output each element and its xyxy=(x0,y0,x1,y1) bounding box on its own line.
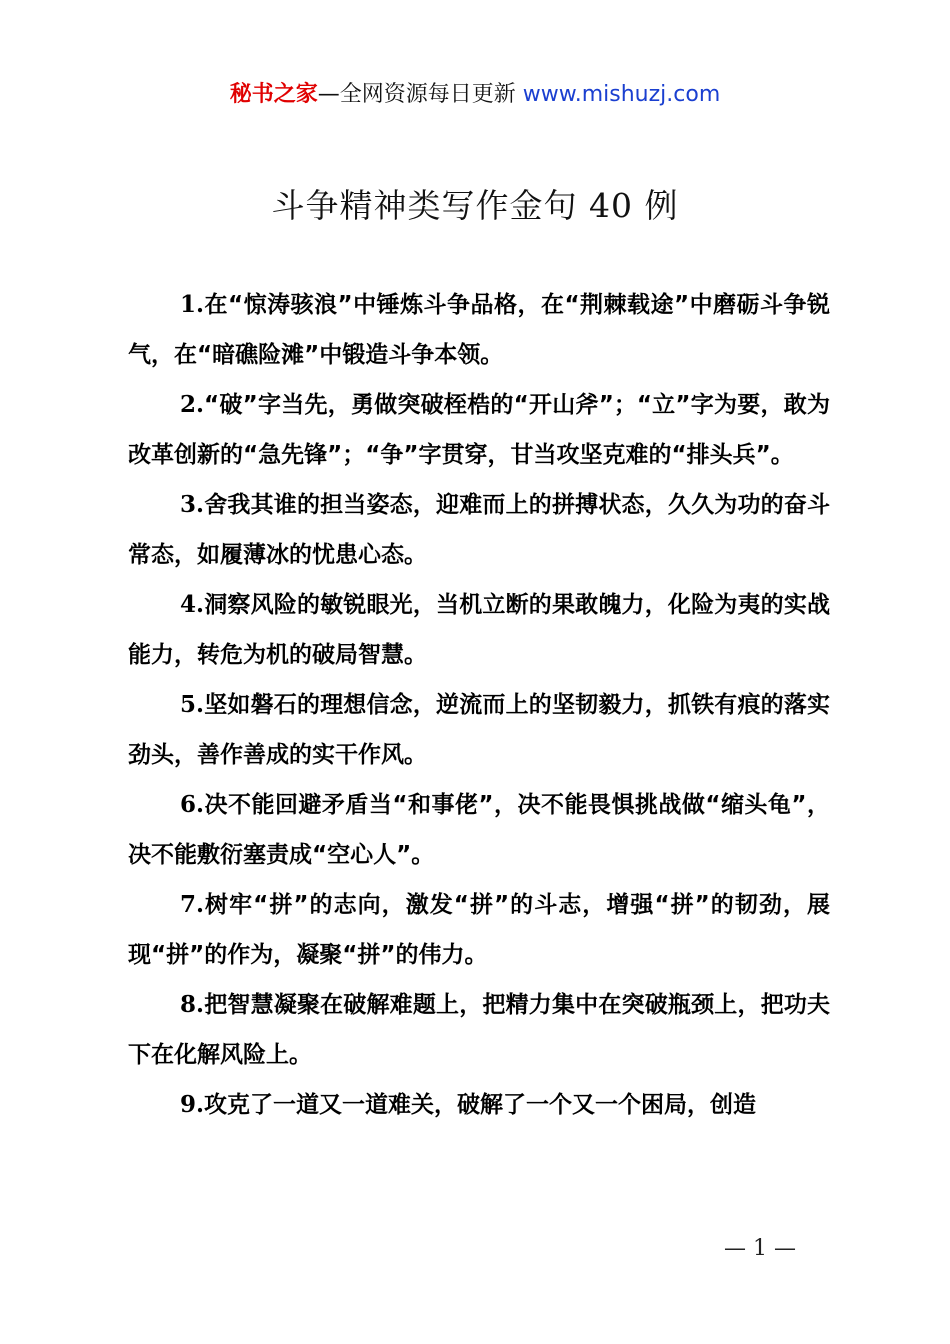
item-number: 6. xyxy=(180,791,205,818)
list-item xyxy=(128,1080,830,1130)
site-header xyxy=(0,78,950,112)
item-text: 攻克了一道又一道难关，破解了一个又一个困局，创造 xyxy=(204,1092,757,1118)
document-body xyxy=(128,280,830,1130)
item-number: 4. xyxy=(180,591,205,618)
item-number: 1. xyxy=(180,291,205,318)
item-number: 7. xyxy=(180,891,205,918)
item-number: 9. xyxy=(180,1091,205,1118)
item-number: 5. xyxy=(180,691,205,718)
item-text: 树牢“拼”的志向，激发“拼”的斗志，增强“拼”的韧劲，展现“拼”的作为，凝聚“拼”的伟力。 xyxy=(128,892,830,968)
item-text: 舍我其谁的担当姿态，迎难而上的拼搏状态，久久为功的奋斗常态，如履薄冰的忧患心态。 xyxy=(128,492,830,568)
list-item xyxy=(128,980,830,1080)
item-text: “破”字当先，勇做突破桎梏的“开山斧”；“立”字为要，敢为改革创新的“急先锋”；“争”字贯穿，甘当攻坚克难的“排头兵”。 xyxy=(128,392,830,468)
item-number: 3. xyxy=(180,491,205,518)
site-url-link[interactable]: www.mishuzj.com xyxy=(522,82,721,107)
list-item xyxy=(128,680,830,780)
item-text: 坚如磐石的理想信念，逆流而上的坚韧毅力，抓铁有痕的落实劲头，善作善成的实干作风。 xyxy=(128,692,830,768)
list-item xyxy=(128,480,830,580)
site-slogan: —全网资源每日更新 xyxy=(317,82,523,107)
item-number: 8. xyxy=(180,991,205,1018)
list-item xyxy=(128,780,830,880)
item-text: 在“惊涛骇浪”中锤炼斗争品格，在“荆棘载途”中磨砺斗争锐气，在“暗礁险滩”中锻造斗争本领。 xyxy=(128,292,830,368)
document-title: 斗争精神类写作金句 40 例 xyxy=(271,186,679,225)
page-number: — 1 — xyxy=(724,1236,796,1261)
list-item xyxy=(128,880,830,980)
list-item xyxy=(128,280,830,380)
item-text: 决不能回避矛盾当“和事佬”，决不能畏惧挑战做“缩头龟”，决不能敷衍塞责成“空心人”。 xyxy=(128,792,830,868)
item-number: 2. xyxy=(180,391,205,418)
list-item xyxy=(128,380,830,480)
item-text: 把智慧凝聚在破解难题上，把精力集中在突破瓶颈上，把功夫下在化解风险上。 xyxy=(128,992,830,1068)
item-text: 洞察风险的敏锐眼光，当机立断的果敢魄力，化险为夷的实战能力，转危为机的破局智慧。 xyxy=(128,592,830,668)
list-item xyxy=(128,580,830,680)
site-name: 秘书之家 xyxy=(229,82,318,107)
